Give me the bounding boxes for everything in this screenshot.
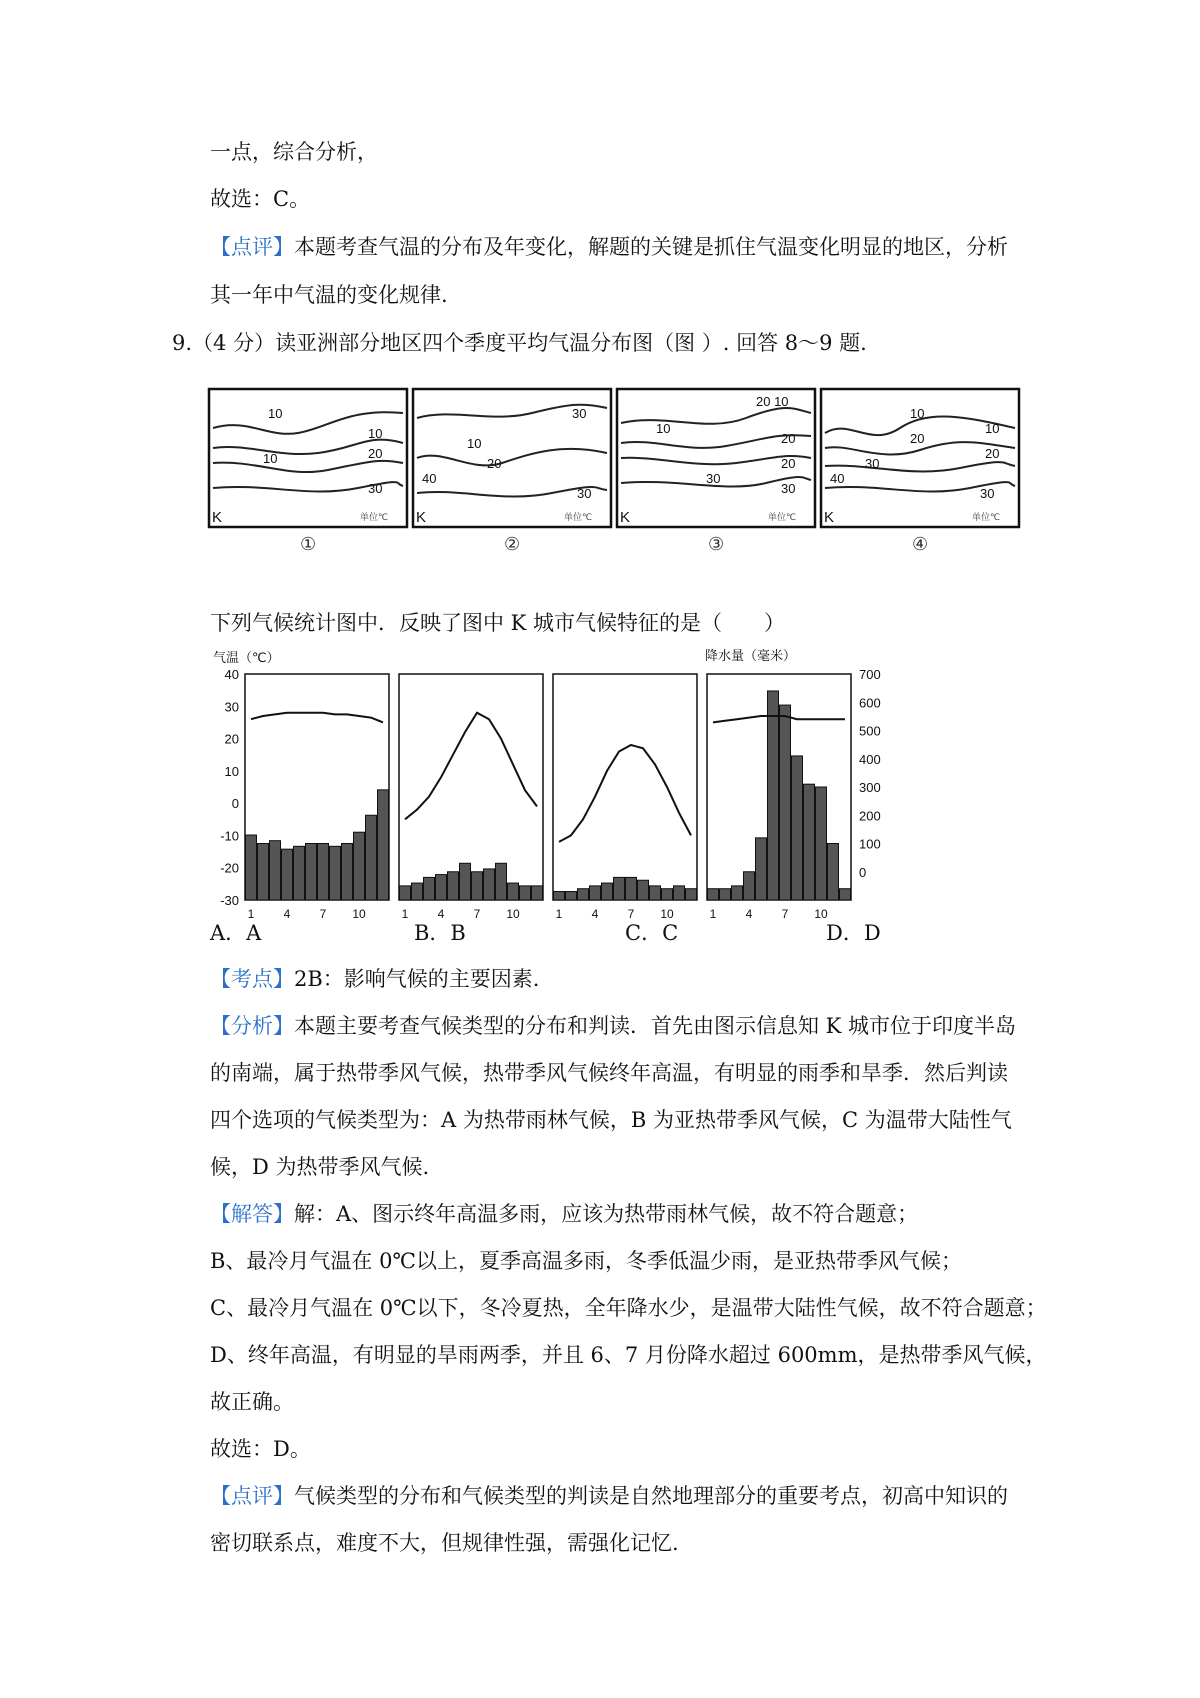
- month-tick-label: 10: [660, 907, 674, 921]
- isotherm-label: 30: [706, 471, 721, 486]
- answer-text: 解：A、图示终年高温多雨，应该为热带雨林气候，故不符合题意；: [294, 1202, 919, 1226]
- month-tick-label: 1: [709, 907, 717, 921]
- precip-bar: [828, 844, 839, 901]
- precip-bar: [662, 889, 673, 900]
- text-line: 其一年中气温的变化规律.: [210, 283, 448, 307]
- answer-choice: 故选：D。: [210, 1437, 311, 1461]
- isotherm-label: 10: [263, 451, 278, 466]
- precip-bar: [294, 846, 305, 900]
- precip-bar: [816, 787, 827, 900]
- isotherm-label: 40: [830, 471, 845, 486]
- month-tick-label: 4: [745, 907, 753, 921]
- precip-bar: [674, 886, 685, 900]
- map-panel-3: [617, 389, 815, 554]
- precip-bar: [756, 838, 767, 900]
- answer-line: [210, 1199, 1030, 1229]
- temp-axis-label: 气温（℃）: [213, 650, 280, 665]
- precip-bar: [366, 815, 377, 900]
- precip-bar: [472, 872, 483, 900]
- comment-line: 密切联系点，难度不大，但规律性强，需强化记忆.: [210, 1531, 679, 1555]
- climate-chart-a: [245, 674, 389, 921]
- isotherm-label: 10: [985, 421, 1000, 436]
- precip-bar: [686, 889, 697, 900]
- isotherm-label: 30: [572, 406, 587, 421]
- isotherm-label: 10: [368, 426, 383, 441]
- climate-chart-b: [399, 674, 543, 921]
- temp-tick-label: -10: [220, 828, 239, 844]
- map-panel-label: ②: [504, 534, 521, 554]
- isotherm-label: 20: [487, 456, 502, 471]
- unit-label: 单位℃: [972, 512, 1001, 522]
- climate-chart-d: [707, 674, 851, 921]
- month-tick-label: 4: [591, 907, 599, 921]
- city-k-label: K: [620, 509, 631, 526]
- isotherm-label: 20: [781, 456, 796, 471]
- isotherm-label: 30: [781, 481, 796, 496]
- precip-bar: [318, 844, 329, 901]
- isotherm-label: 30: [368, 481, 383, 496]
- precip-bar: [708, 889, 719, 900]
- map-panel-2: [413, 389, 611, 554]
- text-line: 故选：C。: [210, 187, 311, 211]
- map-panel-4: [821, 389, 1019, 554]
- precip-bar: [258, 844, 269, 901]
- analysis-line: 的南端，属于热带季风气候，热带季风气候终年高温，有明显的雨季和旱季．然后判读: [210, 1061, 1008, 1085]
- precip-bar: [720, 889, 731, 900]
- month-tick-label: 7: [473, 907, 481, 921]
- isotherm-label: 30: [980, 486, 995, 501]
- answer-tag: 【解答】: [210, 1202, 294, 1226]
- isotherm-label: 30: [865, 456, 880, 471]
- city-k-label: K: [824, 509, 835, 526]
- precip-bar: [484, 869, 495, 900]
- temp-tick-label: 0: [231, 796, 239, 812]
- isotherm-maps: [208, 388, 1038, 556]
- isotherm-label: 10: [656, 421, 671, 436]
- option-a: A．A: [210, 921, 262, 945]
- precip-tick-label: 700: [859, 667, 881, 682]
- question-9: 9.（4 分）读亚洲部分地区四个季度平均气温分布图（图 ）. 回答 8～9 题.: [172, 331, 867, 355]
- precip-bar: [270, 841, 281, 900]
- precip-bar: [246, 835, 257, 900]
- precip-bar: [744, 872, 755, 900]
- precip-bar: [460, 863, 471, 900]
- precip-bar: [424, 877, 435, 900]
- city-k-label: K: [212, 509, 223, 526]
- month-tick-label: 4: [437, 907, 445, 921]
- precip-bar: [554, 892, 565, 900]
- comment-text: 气候类型的分布和气候类型的判读是自然地理部分的重要考点，初高中知识的: [294, 1484, 1008, 1508]
- month-tick-label: 7: [319, 907, 327, 921]
- temp-tick-label: 30: [224, 699, 239, 715]
- analysis-tag: 【分析】: [210, 1014, 294, 1038]
- month-tick-label: 1: [401, 907, 409, 921]
- precip-bar: [650, 886, 661, 900]
- precip-bar: [448, 872, 459, 900]
- comment-line: [210, 232, 1030, 262]
- map-panel-1: [209, 389, 407, 554]
- comment-line: [210, 1481, 1030, 1511]
- precip-bar: [330, 846, 341, 900]
- isotherm-label: 20: [910, 431, 925, 446]
- precip-bar: [496, 863, 507, 900]
- precip-bar: [792, 756, 803, 900]
- precip-bar: [520, 886, 531, 900]
- unit-label: 单位℃: [564, 512, 593, 522]
- precip-bar: [306, 844, 317, 901]
- comment-tag: 【点评】: [210, 235, 294, 259]
- month-tick-label: 10: [814, 907, 828, 921]
- precip-axis-label: 降水量（毫米）: [705, 648, 797, 663]
- isotherm-label: 10: [467, 436, 482, 451]
- analysis-line: [210, 1011, 1030, 1041]
- precip-tick-label: 400: [859, 751, 881, 767]
- kaodian-tag: 【考点】: [210, 967, 294, 991]
- option-b: B．B: [414, 921, 466, 945]
- month-tick-label: 7: [627, 907, 635, 921]
- temp-tick-label: -30: [220, 893, 239, 908]
- isotherm-label: 20: [781, 431, 796, 446]
- precip-bar: [590, 886, 601, 900]
- precip-bar: [508, 883, 519, 900]
- month-tick-label: 4: [283, 907, 291, 921]
- temp-tick-label: 40: [224, 667, 239, 682]
- answer-line: D、终年高温，有明显的旱雨两季，并且 6、7 月份降水超过 600mm，是热带季风气候，: [210, 1343, 1047, 1367]
- precip-bar: [532, 886, 543, 900]
- precip-bar: [840, 889, 851, 900]
- option-d: D．D: [826, 921, 881, 945]
- city-k-label: K: [416, 509, 427, 526]
- precip-bar: [412, 883, 423, 900]
- temp-tick-label: 20: [224, 731, 239, 747]
- analysis-text: 本题主要考查气候类型的分布和判读．首先由图示信息知 K 城市位于印度半岛: [294, 1014, 1017, 1038]
- climate-chart-c: [553, 674, 697, 921]
- isotherm-label: 20: [985, 446, 1000, 461]
- unit-label: 单位℃: [360, 512, 389, 522]
- precip-bar: [638, 880, 649, 900]
- precip-bar: [732, 886, 743, 900]
- precip-bar: [768, 691, 779, 900]
- climate-charts: [205, 648, 881, 928]
- answer-line: 故正确。: [210, 1390, 294, 1414]
- kaodian-text: 2B：影响气候的主要因素.: [294, 967, 540, 991]
- temp-tick-label: 10: [224, 763, 239, 779]
- precip-bar: [342, 844, 353, 901]
- precip-bar: [626, 877, 637, 900]
- answer-line: C、最冷月气温在 0℃以下，冬冷夏热，全年降水少，是温带大陆性气候，故不符合题意；: [210, 1296, 1047, 1320]
- month-tick-label: 1: [555, 907, 563, 921]
- precip-tick-label: 0: [859, 864, 867, 880]
- analysis-line: 四个选项的气候类型为：A 为热带雨林气候，B 为亚热带季风气候，C 为温带大陆性气: [210, 1108, 1012, 1132]
- temp-tick-label: -20: [220, 860, 239, 876]
- isotherm-label: 20 10: [756, 394, 789, 409]
- month-tick-label: 10: [506, 907, 520, 921]
- isotherm-label: 20: [368, 446, 383, 461]
- option-c: C．C: [625, 921, 679, 945]
- chart-frame: [553, 674, 697, 900]
- isotherm-label: 30: [577, 486, 592, 501]
- precip-bar: [400, 886, 411, 900]
- unit-label: 单位℃: [768, 512, 797, 522]
- analysis-line: 候，D 为热带季风气候.: [210, 1155, 430, 1179]
- precip-bar: [578, 889, 589, 900]
- map-panel-label: ①: [300, 534, 317, 554]
- map-panel-label: ③: [708, 534, 725, 554]
- month-tick-label: 1: [247, 907, 255, 921]
- month-tick-label: 10: [352, 907, 366, 921]
- precip-bar: [378, 790, 389, 900]
- precip-tick-label: 300: [859, 780, 881, 795]
- precip-bar: [602, 883, 613, 900]
- precip-bar: [804, 784, 815, 900]
- precip-bar: [780, 705, 791, 900]
- precip-bar: [436, 875, 447, 900]
- precip-bar: [614, 877, 625, 900]
- precip-tick-label: 200: [859, 808, 881, 824]
- month-tick-label: 7: [781, 907, 789, 921]
- answer-line: B、最冷月气温在 0℃以上，夏季高温多雨，冬季低温少雨，是亚热带季风气候；: [210, 1249, 962, 1273]
- map-panel-label: ④: [912, 534, 929, 554]
- text-line: 一点，综合分析，: [210, 140, 378, 164]
- comment-text: 本题考查气温的分布及年变化，解题的关键是抓住气温变化明显的地区，分析: [294, 235, 1008, 259]
- precip-tick-label: 100: [859, 836, 881, 852]
- isotherm-label: 10: [910, 406, 925, 421]
- comment-tag: 【点评】: [210, 1484, 294, 1508]
- kaodian-line: [210, 964, 1030, 994]
- question-prompt: 下列气候统计图中．反映了图中 K 城市气候特征的是（ ）: [210, 611, 786, 635]
- isotherm-label: 10: [268, 406, 283, 421]
- precip-bar: [566, 892, 577, 900]
- precip-tick-label: 500: [859, 723, 881, 739]
- precip-bar: [354, 832, 365, 900]
- precip-bar: [282, 849, 293, 900]
- precip-tick-label: 600: [859, 695, 881, 711]
- isotherm-label: 40: [422, 471, 437, 486]
